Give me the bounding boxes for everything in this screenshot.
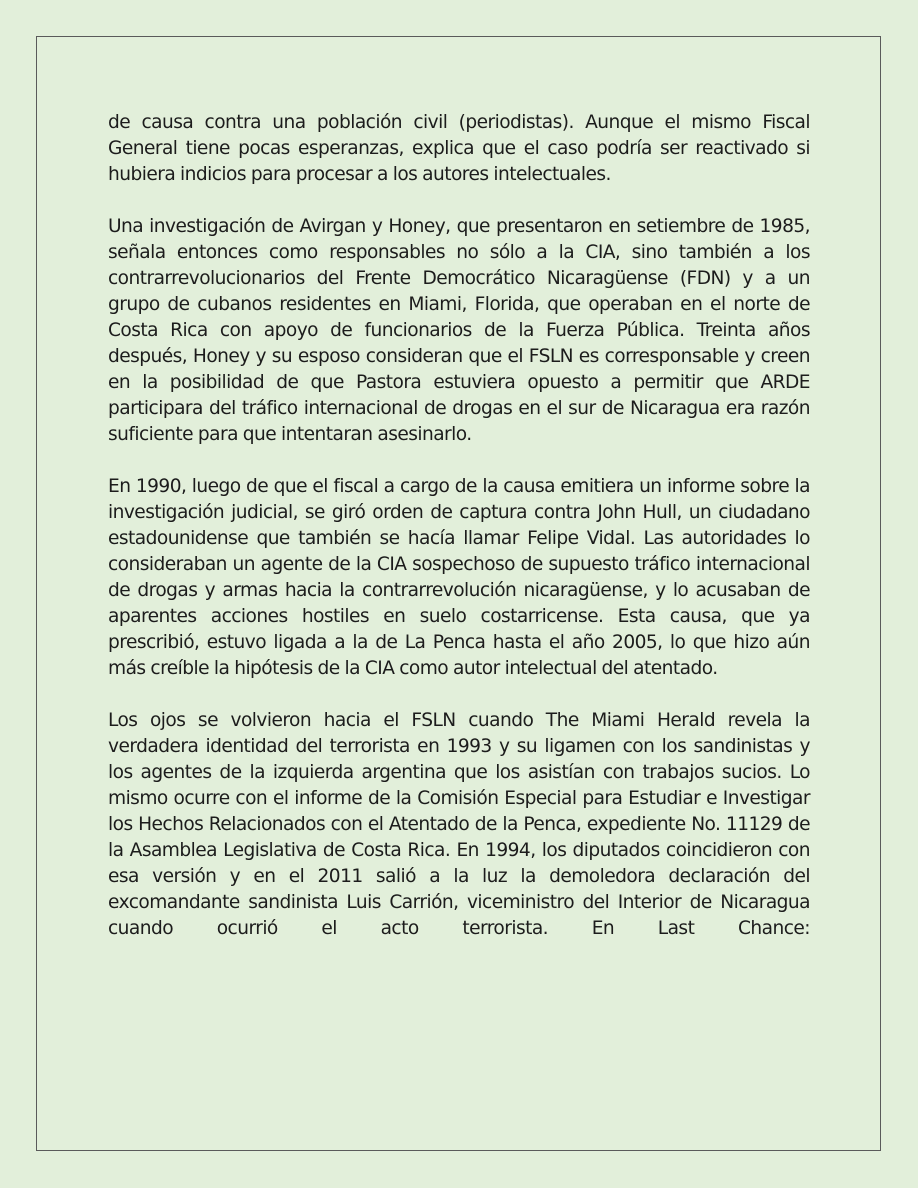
paragraph-3: En 1990, luego de que el fiscal a cargo de la causa emitiera un informe sobre la investigación judicial, se giró orden de captura contra John Hull, un ciudadano estadounidense que también se hacía llamar Felipe Vidal. Las autoridades lo consideraban un agente de la CIA sospechoso de supuesto tráfico internacional de drogas y armas hacia la contrarrevolución nicaragüense, y lo acusaban de aparentes acciones hostiles en suelo costarricense. Esta causa, que ya prescribió, estuvo ligada a la de La Penca hasta el año 2005, lo que hizo aún más creíble la hipótesis de la CIA como autor intelectual del atentado. bbox=[108, 476, 810, 679]
document-body bbox=[108, 110, 810, 942]
paragraph-4: Los ojos se volvieron hacia el FSLN cuando The Miami Herald revela la verdadera identidad del terrorista en 1993 y su ligamen con los sandinistas y los agentes de la izquierda argentina que los asistían con trabajos sucios. Lo mismo ocurre con el informe de la Comisión Especial para Estudiar e Investigar los Hechos Relacionados con el Atentado de la Penca, expediente No. 11129 de la Asamblea Legislativa de Costa Rica. En 1994, los diputados coincidieron con esa versión y en el 2011 salió a la luz la demoledora declaración del excomandante sandinista Luis Carrión, viceministro del Interior de Nicaragua cuando ocurrió el acto terrorista. En Last Chance: bbox=[108, 710, 810, 939]
paragraph-1: de causa contra una población civil (periodistas). Aunque el mismo Fiscal General tiene pocas esperanzas, explica que el caso podría ser reactivado si hubiera indicios para procesar a los autores intelectuales. bbox=[108, 112, 810, 185]
paragraph-2: Una investigación de Avirgan y Honey, que presentaron en setiembre de 1985, señala entonces como responsables no sólo a la CIA, sino también a los contrarrevolucionarios del Frente Democrático Nicaragüense (FDN) y a un grupo de cubanos residentes en Miami, Florida, que operaban en el norte de Costa Rica con apoyo de funcionarios de la Fuerza Pública. Treinta años después, Honey y su esposo consideran que el FSLN es corresponsable y creen en la posibilidad de que Pastora estuviera opuesto a permitir que ARDE participara del tráfico internacional de drogas en el sur de Nicaragua era razón suficiente para que intentaran asesinarlo. bbox=[108, 216, 810, 445]
